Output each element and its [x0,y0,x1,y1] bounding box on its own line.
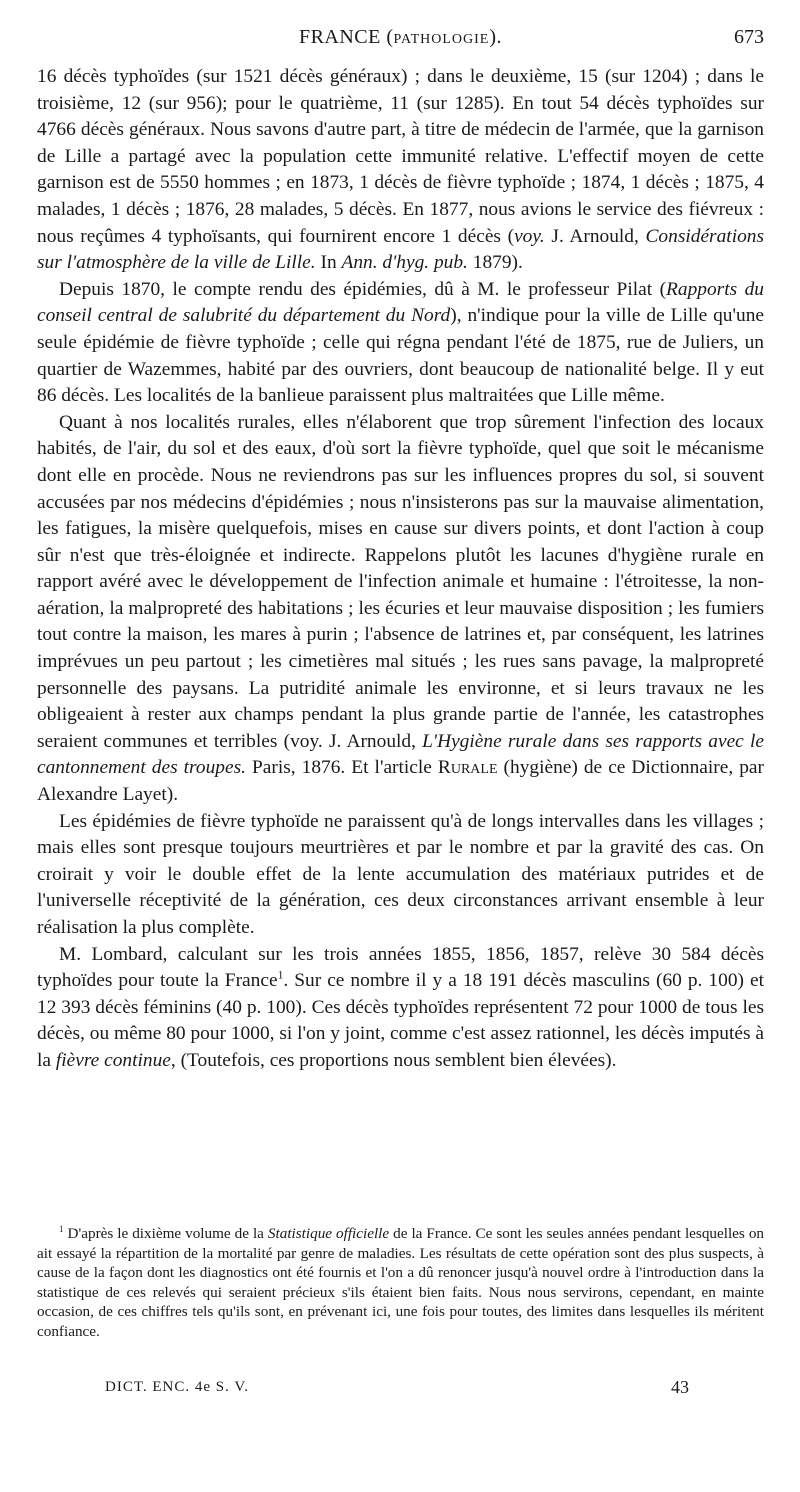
text-run: Rurale [437,757,498,779]
italic-text: fièvre continue [55,1049,171,1071]
italic-text: L'Hygiène rurale dans ses rapports avec le cantonnement des troupes. [37,730,764,779]
running-title [37,26,764,49]
italic-text: voy. [514,225,545,247]
paragraph [37,410,764,809]
page-footer [37,1377,764,1401]
text-run: Quant à nos localités rurales, elles n'élaborent que trop sûrement l'infection des locaux habités, de l'air, du sol et des eaux, d'où sort la fièvre typhoïde, quel que soit le mécanisme dont elle en procède. Nous ne reviendrons pas sur les influences propres du sol, si souvent accusées par nos médecins d'épidémies ; nous n'insisterons pas sur la mauvaise alimentation, les fatigues, la misère quelquefois, mises en cause sur divers points, et dont l'action à coup sûr n'est que très-éloignée et indirecte. Rappelons plutôt les lacunes d'hygiène rurale en rapport avéré avec le développement de l'infection animale et humaine : l'étroitesse, la non-aération, la malpropreté des habitations ; les écuries et leur mauvaise disposition ; les fumiers tout contre la maison, les mares à purin ; l'absence de latrines et, par conséquent, les latrines imprévues un peu partout ; les cimetières mal situés ; les rues sans pavage, la malpropreté personnelle des paysans. La putridité animale les environne, et si leurs travaux ne les obligeaient à rester aux champs pendant la plus grande partie de l'année, les catastrophes seraient communes et terribles (voy. J. Arnould, [37,411,764,752]
italic-text: Statistique officielle [267,1225,390,1242]
text-run: M. Lombard, calculant sur les trois années 1855, 1856, 1857, relève 30 584 décès typhoïdes pour toute la France [37,943,764,992]
page-number: 673 [734,26,764,48]
text-run: Depuis 1870, le compte rendu des épidémies, dû à M. le professeur Pilat ( [59,278,667,300]
footnote [37,1224,764,1342]
footnote-ref: 1 [59,1223,64,1234]
text-run: In [315,252,342,274]
signature-mark: DICT. ENC. 4e S. V. [105,1379,250,1395]
text-run: 16 décès typhoïdes (sur 1521 décès généraux) ; dans le deuxième, 15 (sur 1204) ; dans le troisième, 12 (sur 956); pour le quatrième, 11 (sur 1285). En tout 54 décès typhoïdes sur 4766 décès généraux. Nous savons d'autre part, à titre de médecin de l'armée, que la garnison de Lille a partagé avec la population cette immunité relative. L'effectif moyen de cette garnison est de 5550 hommes ; en 1873, 1 décès de fièvre typhoïde ; 1874, 1 décès ; 1875, 4 malades, 1 décès ; 1876, 28 malades, 5 décès. En 1877, nous avions le service des fiévreux : nous reçûmes 4 typhoïsants, qui fournirent encore 1 décès ( [37,66,764,247]
paragraph [37,64,764,277]
italic-text: Rapports du conseil central de salubrité du département du Nord [37,278,764,327]
footnotes [37,1224,764,1342]
main-text [37,64,764,1075]
running-header [37,26,764,58]
italic-text: Considérations sur l'atmosphère de la ville de Lille. [37,225,765,274]
paragraph [37,942,764,1075]
text-run: 1879). [467,252,523,274]
text-run: J. Arnould, [544,225,646,247]
text-run: , (Toutefois, ces proportions nous semblent bien élevées). [170,1049,617,1071]
signature-number: 43 [671,1377,689,1397]
text-run: . Sur ce nombre il y a 18 191 décès masculins (60 p. 100) et 12 393 décès féminins (40 p. 100). Ces décès typhoïdes représentent 72 pour 1000 de tous les décès, ou même 80 pour 1000, si l'on y joint, comme c'est assez rationnel, les décès imputés à la [37,970,764,1071]
text-run: D'après le dixième volume de la [63,1225,268,1242]
running-title-main: FRANCE ( [298,26,394,48]
paragraph [37,277,764,410]
italic-text: Ann. d'hyg. pub. [341,252,468,274]
text-run: Paris, 1876. Et l'article [245,757,438,779]
text-run: ), n'indique pour la ville de Lille qu'une seule épidémie de fièvre typhoïde ; celle qui régna pendant l'été de 1875, rue de Juliers, un quartier de Wazemmes, habité par des ouvriers, dont beaucoup de nationalité belge. Il y eut 86 décès. Les localités de la banlieue paraissent plus maltraitées que Lille même. [37,305,764,407]
running-title-end: ). [489,26,503,48]
text-run: Les épidémies de fièvre typhoïde ne paraissent qu'à de longs intervalles dans les villages ; mais elles sont presque toujours meurtrières et par le nombre et par la gravité des cas. On croirait y voir le double effet de la lente accumulation des matériaux putrides et de l'universelle réceptivité de la génération, ces deux circonstances arrivant ensemble à leur réalisation la plus complète. [37,810,764,938]
text-run: de la France. Ce sont les seules années pendant lesquelles on ait essayé la répartition de la mortalité par genre de maladies. Les résultats de cette opération sont des plus suspects, à cause de la façon dont les diagnostics ont été fournis et l'on a dû renoncer jusqu'à nouvel ordre à l'introduction dans la statistique de ces relevés qui seraient précieux s'ils étaient bien faits. Nous nous servirons, cependant, en mainte occasion, de ces chiffres tels qu'ils sont, en prévenant ici, une fois pour toutes, des limites dans lesquelles ils méritent confiance. [37,1225,765,1340]
footnote-ref: 1 [277,968,284,982]
running-title-section: PATHOLOGIE [393,32,490,47]
text-run: (hygiène) de ce Dictionnaire, par Alexandre Layet). [37,757,764,806]
paragraph [37,809,764,942]
